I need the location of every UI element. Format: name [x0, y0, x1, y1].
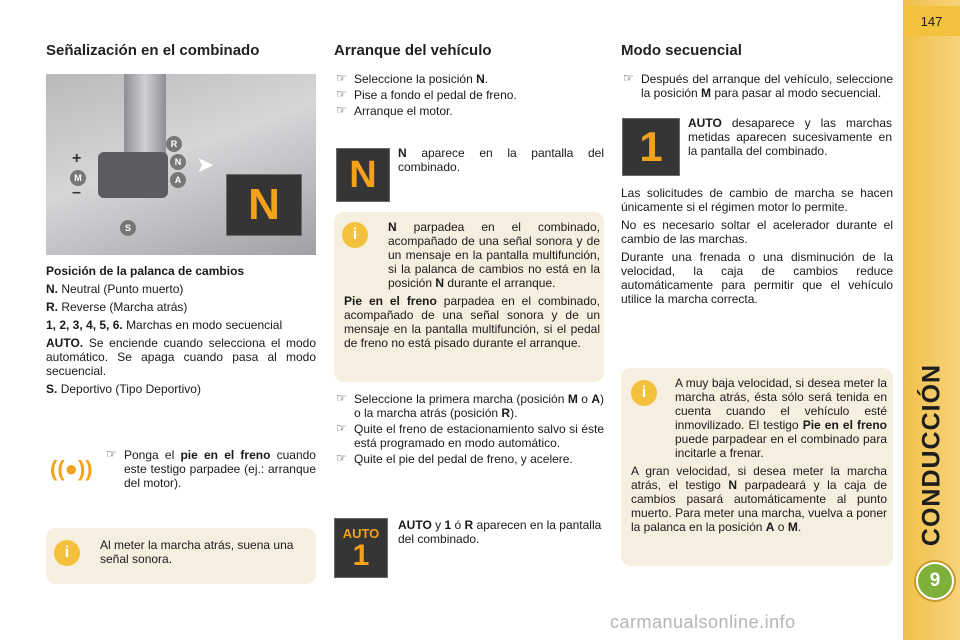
gate-a: A [170, 172, 186, 188]
minus-sign: – [72, 184, 81, 201]
note-downshift: Durante una frenada o una disminución de la velocidad, la caja de cambios reduce automáticamente para permitir que el vehículo utilice la marcha correcta. [621, 250, 893, 306]
reverse-note-box [46, 528, 316, 584]
arrow-icon: ➤ [196, 152, 215, 177]
gate-n: N [170, 154, 186, 170]
display-1: 1 [622, 118, 680, 176]
position-s: S. Deportivo (Tipo Deportivo) [46, 382, 201, 396]
note-accelerator: No es necesario soltar el acelerador durante el cambio de las marchas. [621, 218, 893, 246]
drive-steps [334, 392, 604, 468]
step-start: ☞ Arranque el motor. [334, 104, 604, 118]
plus-sign: + [72, 150, 82, 167]
gear-lever-photo [46, 74, 316, 255]
gate-m: M [70, 170, 86, 186]
position-auto: AUTO. Se enciende cuando selecciona el modo automático. Se apaga cuando pasa al modo secuencial. [46, 336, 317, 378]
reverse-note-text: Al meter la marcha atrás, suena una señal sonora. [100, 538, 294, 566]
step-brake: ☞ Pise a fondo el pedal de freno. [334, 88, 604, 102]
lever-stem [124, 74, 166, 164]
auto-disappears-text: AUTO desaparece y las marchas metidas aparecen sucesivamente en la pantalla del combinado. [688, 116, 892, 158]
start-warning-box [334, 212, 604, 382]
gate-r: R [166, 136, 182, 152]
position-n: N. Neutral (Punto muerto) [46, 282, 184, 296]
step-parking-brake: ☞ Quite el freno de estacionamiento salvo si éste está programado en modo automático. [334, 422, 604, 450]
chapter-label: CONDUCCIÓN [917, 363, 946, 547]
section-title-start: Arranque del vehículo [334, 42, 492, 59]
reverse-speed-text: A muy baja velocidad, si desea meter la marcha atrás, ésta sólo será tenida en cuenta cuando el vehículo esté inmovilizado. El testigo Pie en el freno puede parpadear en el combinado para incitarle a frenar. A gran velocidad, si desea meter la marcha atrás, el testigo N parpadeará y la caja de cambios pasará automáticamente al punto muerto. Para meter una marcha, vuelva a poner la palanca en la posición A o M. [631, 376, 888, 534]
sequential-step: ☞ Después del arranque del vehículo, seleccione la posición M para pasar al modo secuencial. [621, 72, 893, 102]
gate-slot [98, 152, 168, 198]
auto-appears-text: AUTO y 1 ó R aparecen en la pantalla del combinado. [398, 518, 602, 546]
info-icon: i [631, 380, 657, 406]
gate-s: S [120, 220, 136, 236]
display-auto-1: AUTO 1 [334, 518, 388, 578]
display-n: N [226, 174, 302, 236]
note-rpm: Las solicitudes de cambio de marcha se hacen únicamente si el régimen motor lo permite. [621, 186, 893, 214]
step-accelerate: ☞ Quite el pie del pedal de freno, y acelere. [334, 452, 604, 466]
n-appears-text: N aparece en la pantalla del combinado. [398, 146, 605, 174]
section-title-sequential: Modo secuencial [621, 42, 742, 59]
lever-positions [46, 264, 316, 400]
reverse-speed-box [621, 368, 893, 566]
chapter-number-badge: 9 [916, 562, 954, 600]
position-r: R. Reverse (Marcha atrás) [46, 300, 188, 314]
step-select-gear: ☞ Seleccione la primera marcha (posición M o A) o la marcha atrás (posición R). [334, 392, 604, 420]
brake-warning-icon: ((●)) [50, 456, 93, 481]
info-icon: i [342, 222, 368, 248]
step-select-n: ☞ Seleccione la posición N. [334, 72, 604, 86]
brake-instruction: ☞ Ponga el pie en el freno cuando este testigo parpadee (ej.: arranque del motor). [104, 448, 316, 492]
info-icon: i [54, 540, 80, 566]
watermark: carmanualsonline.info [610, 612, 796, 632]
positions-subtitle: Posición de la palanca de cambios [46, 264, 245, 278]
start-warning-text: N parpadea en el combinado, acompañado de una señal sonora y de un mensaje en la pantalla multifunción, si la palanca de cambios no está en la posición N durante el arranque. Pie en el freno parpadea en el combinado, acompañado de una señal sonora y de un mensaje en la pantalla multifunción, si el pedal de freno no está pisado durante el arranque. [344, 220, 600, 350]
position-gears: 1, 2, 3, 4, 5, 6. Marchas en modo secuencial [46, 318, 283, 332]
sequential-notes [621, 186, 893, 310]
section-title-signalling: Señalización en el combinado [46, 42, 260, 59]
start-steps [334, 72, 604, 120]
display-n-small: N [336, 148, 390, 202]
page-number: 147 [903, 6, 960, 36]
